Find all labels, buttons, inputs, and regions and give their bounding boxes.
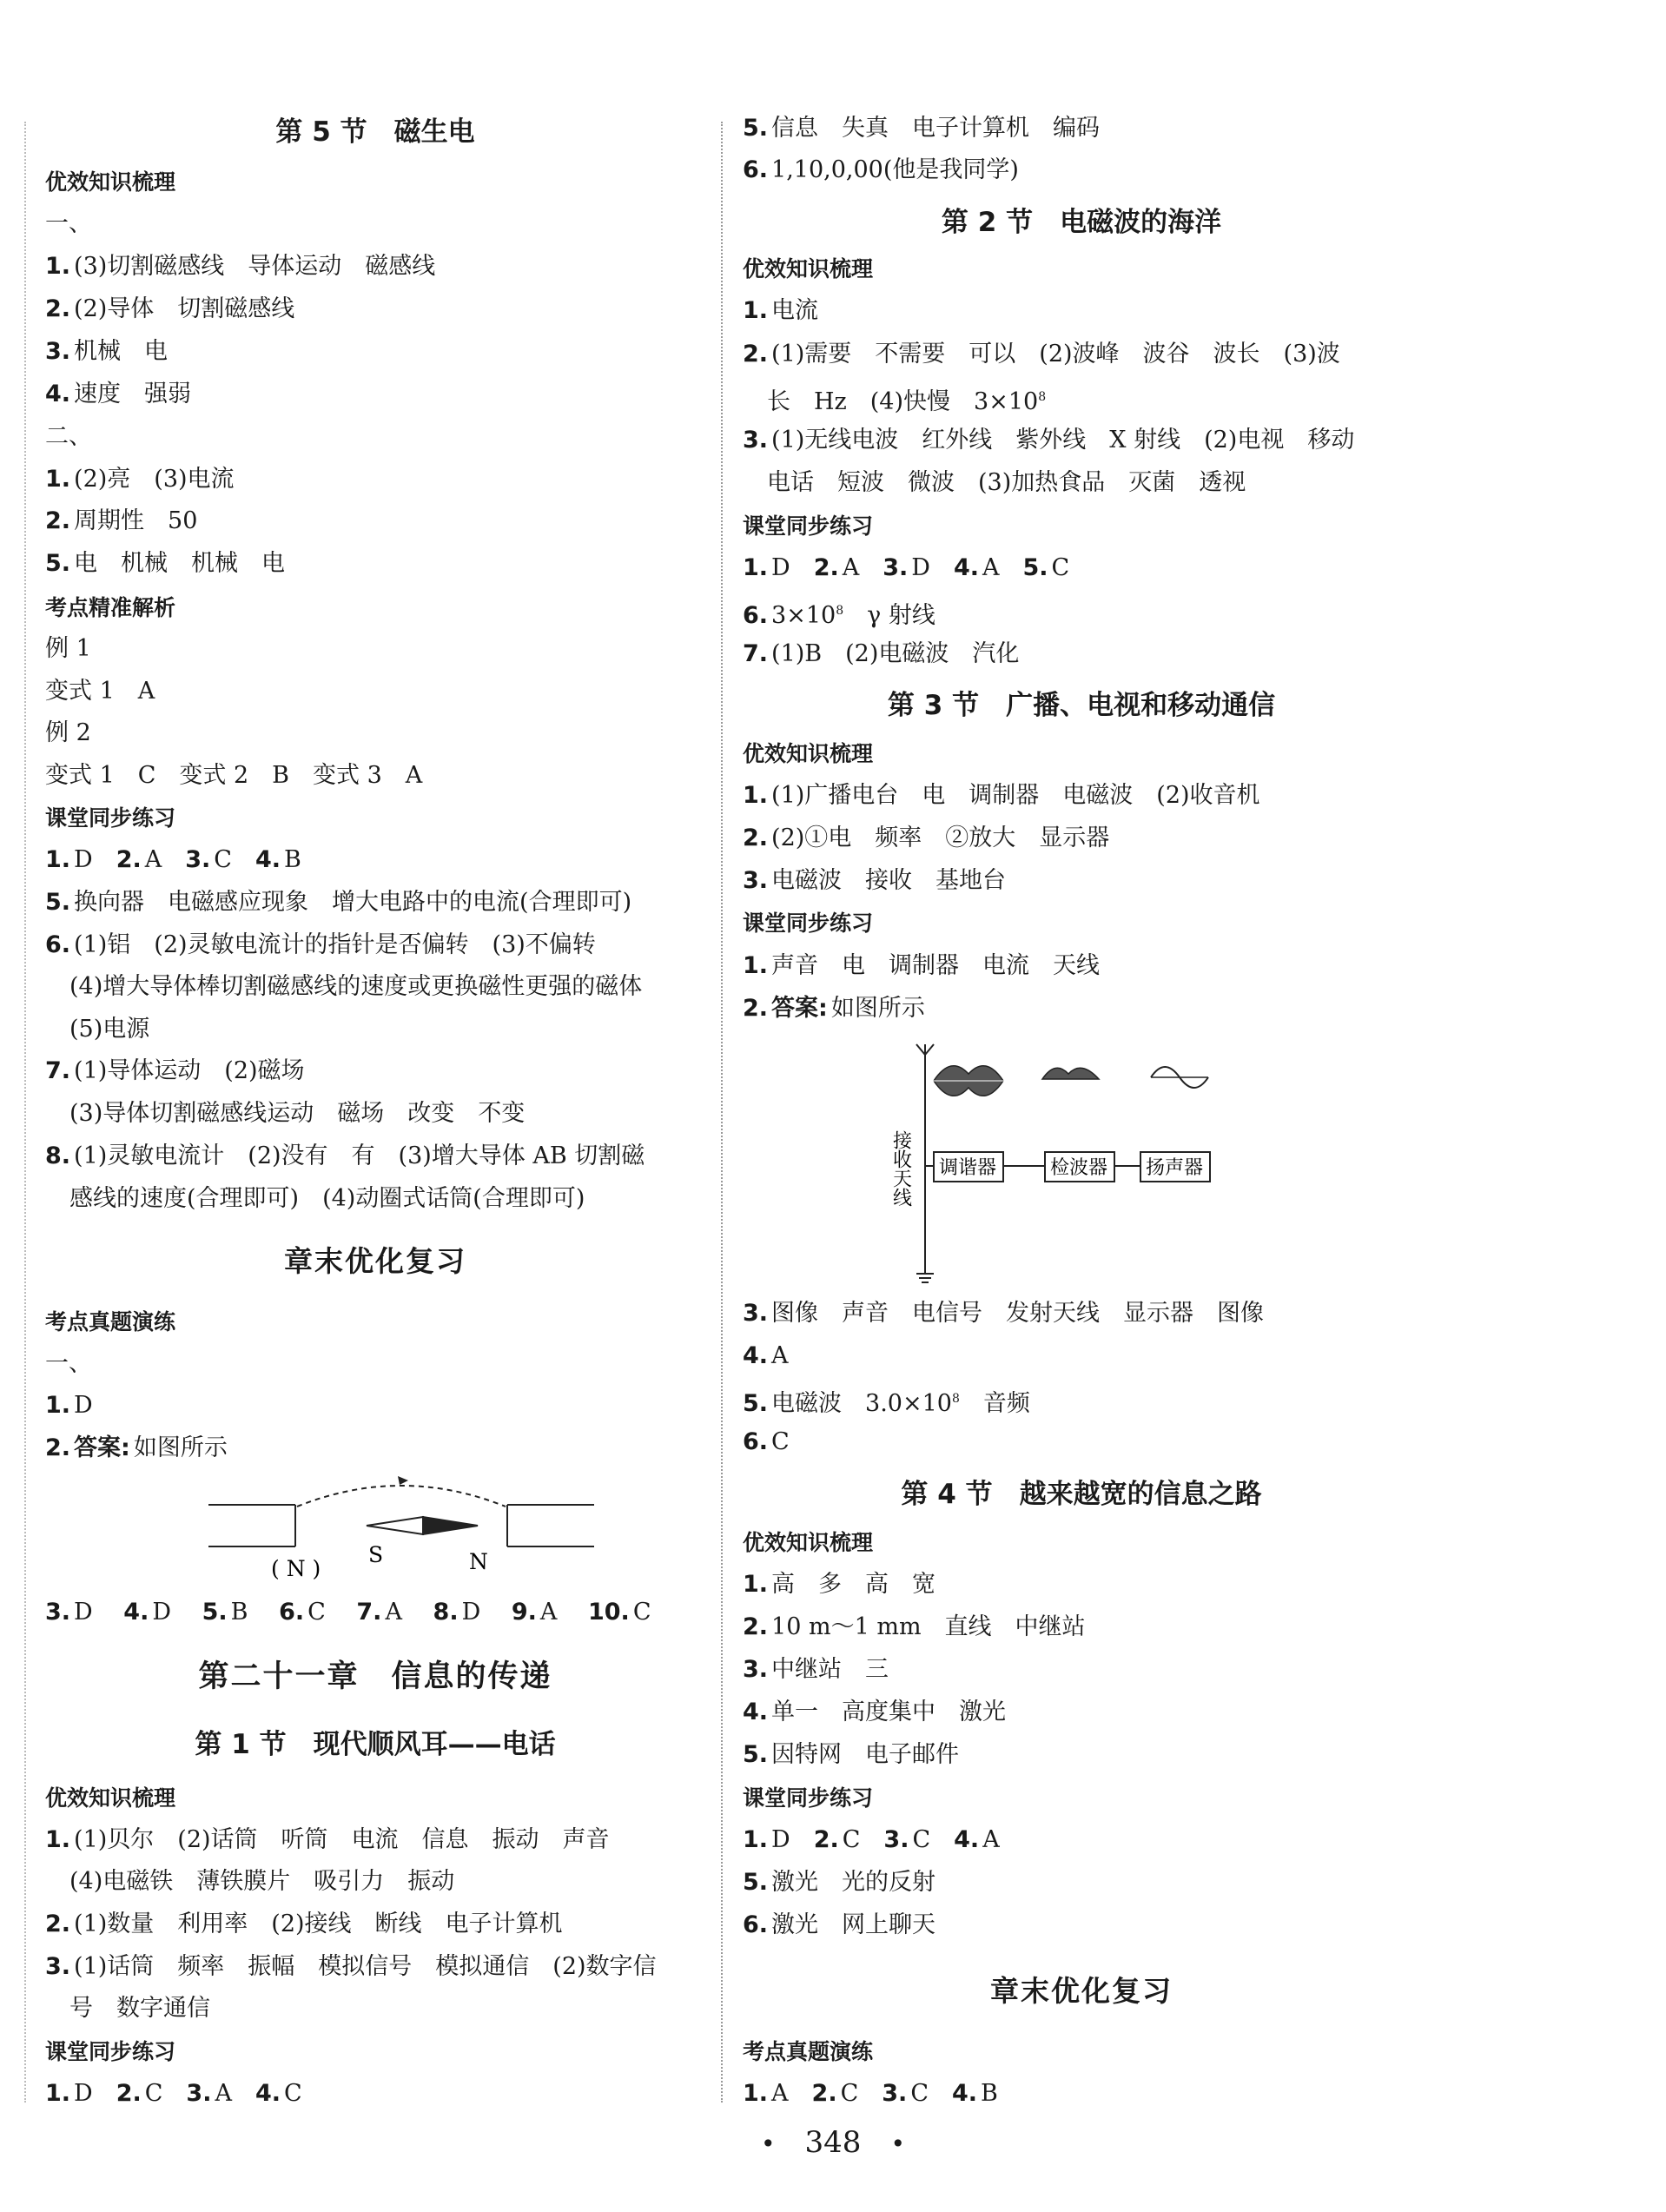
text-line: 一、: [45, 210, 92, 237]
answer-line: 3. D 4. D 5. B 6. C 7. A 8. D 9. A 10. C: [45, 1599, 651, 1626]
answer-line: 2. 答案: 如图所示: [45, 1434, 228, 1461]
answer-line: 1. D: [45, 1392, 93, 1419]
section-title-5: 第 5 节 磁生电: [275, 116, 475, 148]
answer-line: 3. 机械 电: [45, 338, 169, 365]
answer-line: 6. C: [743, 1428, 790, 1455]
heading-knowledge: 优效知识梳理: [743, 741, 874, 766]
answer-line: 5. 信息 失真 电子计算机 编码: [743, 115, 1101, 142]
answer-line: 1. (2)亮 (3)电流: [45, 466, 235, 493]
answer-line: 3. 中继站 三: [743, 1656, 889, 1683]
text-line: 例 1: [45, 635, 91, 662]
section-title-1: 第 1 节 现代顺风耳——电话: [195, 1729, 556, 1760]
antenna-label: 接收天线: [889, 1130, 912, 1207]
answer-line: 4. A: [743, 1342, 789, 1369]
heading-knowledge: 优效知识梳理: [45, 169, 176, 195]
heading-practice: 课堂同步练习: [743, 911, 874, 936]
answer-line: 2. 周期性 50: [45, 507, 198, 534]
heading-practice: 课堂同步练习: [45, 805, 176, 831]
answer-line: 5. 电磁波 $3.0\times 10^8$ 音频: [743, 1390, 1030, 1417]
answer-line: 1. 高 多 高 宽: [743, 1571, 936, 1598]
tuner-label: 调谐器: [939, 1157, 997, 1179]
heading-practice: 课堂同步练习: [743, 513, 874, 539]
compass-n-label: N: [469, 1549, 488, 1574]
answer-line: 2. (1)数量 利用率 (2)接线 断线 电子计算机: [45, 1911, 563, 1937]
heading-analysis: 考点精准解析: [45, 595, 176, 620]
text-line: 例 2: [45, 719, 91, 746]
answer-line: 5. 换向器 电磁感应现象 增大电路中的电流(合理即可): [45, 889, 632, 916]
chapter-review-title: 章末优化复习: [284, 1244, 466, 1278]
answer-line: 1. (3)切割磁感线 导体运动 磁感线: [45, 253, 436, 280]
section-title-4: 第 4 节 越来越宽的信息之路: [901, 1479, 1262, 1510]
answer-line: 4. 单一 高度集中 激光: [743, 1699, 1007, 1725]
text-line: 一、: [45, 1350, 92, 1377]
answer-line: 号 数字通信: [69, 1995, 210, 2022]
answer-line: 1. A 2. C 3. C 4. B: [743, 2080, 998, 2107]
answer-line: 3. (1)话筒 频率 振幅 模拟信号 模拟通信 (2)数字信: [45, 1953, 657, 1980]
answer-line: 6. (1)铝 (2)灵敏电流计的指针是否偏转 (3)不偏转: [45, 931, 596, 958]
section-title-2: 第 2 节 电磁波的海洋: [941, 207, 1222, 238]
heading-practice: 课堂同步练习: [743, 1785, 874, 1811]
magnet-diagram: [202, 1474, 618, 1586]
answer-line: (3)导体切割磁感线运动 磁场 改变 不变: [69, 1100, 526, 1127]
answer-line: 1. 电流: [743, 297, 819, 324]
chapter-title-21: 第二十一章 信息的传递: [198, 1659, 552, 1694]
answer-line: (4)增大导体棒切割磁感线的速度或更换磁性更强的磁体: [69, 973, 643, 1000]
answer-line: 2. (2)导体 切割磁感线: [45, 295, 295, 322]
detected-wave: [1042, 1068, 1099, 1079]
radio-receiver-diagram: [889, 1039, 1204, 1291]
answer-line: 电话 短波 微波 (3)加热食品 灭菌 透视: [767, 469, 1246, 496]
column-divider: [721, 122, 723, 2103]
answer-line: 3. 图像 声音 电信号 发射天线 显示器 图像: [743, 1300, 1265, 1327]
chapter-review-title: 章末优化复习: [990, 1974, 1173, 2008]
text-line: 变式 1 C 变式 2 B 变式 3 A: [45, 762, 423, 789]
answer-line: 6. 激光 网上聊天: [743, 1911, 936, 1938]
answer-line: 1. D 2. C 3. A 4. C: [45, 2080, 302, 2107]
answer-line: 2. 答案: 如图所示: [743, 995, 925, 1022]
left-margin-rule: [24, 122, 26, 2103]
answer-line: 4. 速度 强弱: [45, 381, 192, 407]
magnet-left-label: ( N ): [271, 1556, 321, 1581]
answer-line: 5. 激光 光的反射: [743, 1869, 936, 1896]
answer-line: 8. (1)灵敏电流计 (2)没有 有 (3)增大导体 AB 切割磁: [45, 1142, 645, 1169]
heading-knowledge: 优效知识梳理: [45, 1785, 176, 1811]
answer-line: (4)电磁铁 薄铁膜片 吸引力 振动: [69, 1868, 455, 1895]
page-dot-left: •: [761, 2129, 776, 2158]
answer-line: 1. (1)贝尔 (2)话筒 听筒 电流 信息 振动 声音: [45, 1826, 610, 1853]
answer-line: 2. (2)①电 频率 ②放大 显示器: [743, 825, 1110, 851]
heading-knowledge: 优效知识梳理: [743, 256, 874, 281]
answer-line: 3. (1)无线电波 红外线 紫外线 X 射线 (2)电视 移动: [743, 427, 1355, 454]
answer-line: 2. (1)需要 不需要 可以 (2)波峰 波谷 波长 (3)波: [743, 341, 1340, 368]
compass-s-label: S: [368, 1542, 384, 1567]
answer-line: 1. (1)广播电台 电 调制器 电磁波 (2)收音机: [743, 782, 1260, 809]
answer-line: 5. 因特网 电子邮件: [743, 1741, 960, 1768]
answer-line: 7. (1)导体运动 (2)磁场: [45, 1057, 305, 1084]
answer-line: 长 Hz (4)快慢 $3\times 10^8$: [767, 388, 1047, 415]
page-dot-right: •: [890, 2129, 905, 2158]
answer-line: (5)电源: [69, 1016, 150, 1043]
answer-line: 7. (1)B (2)电磁波 汽化: [743, 640, 1020, 667]
page-number: [0, 2125, 1666, 2160]
heading-practice: 课堂同步练习: [45, 2039, 176, 2064]
speaker-label: 扬声器: [1146, 1157, 1204, 1179]
heading-exam: 考点真题演练: [743, 2039, 874, 2064]
heading-knowledge: 优效知识梳理: [743, 1530, 874, 1555]
answer-line: 1. D 2. C 3. C 4. A: [743, 1826, 1000, 1853]
answer-line: 1. D 2. A 3. D 4. A 5. C: [743, 554, 1070, 581]
answer-line: 3. 电磁波 接收 基地台: [743, 867, 1007, 894]
answer-line: 1. D 2. A 3. C 4. B: [45, 846, 301, 873]
answer-line: 6. $3\times 10^8$ γ 射线: [743, 602, 935, 629]
answer-line: 感线的速度(合理即可) (4)动圈式话筒(合理即可): [69, 1185, 585, 1212]
heading-exam: 考点真题演练: [45, 1309, 176, 1334]
text-line: 变式 1 A: [45, 678, 155, 705]
answer-line: 5. 电 机械 机械 电: [45, 550, 286, 577]
answer-line: 1. 声音 电 调制器 电流 天线: [743, 952, 1101, 979]
page-number-value: 348: [804, 2125, 862, 2160]
text-line: 二、: [45, 423, 92, 450]
answer-line: 2. 10 m～1 mm 直线 中继站: [743, 1613, 1086, 1640]
answer-line: 6. 1,10,0,00(他是我同学): [743, 156, 1019, 183]
section-title-3: 第 3 节 广播、电视和移动通信: [887, 690, 1276, 721]
detector-label: 检波器: [1050, 1157, 1108, 1179]
